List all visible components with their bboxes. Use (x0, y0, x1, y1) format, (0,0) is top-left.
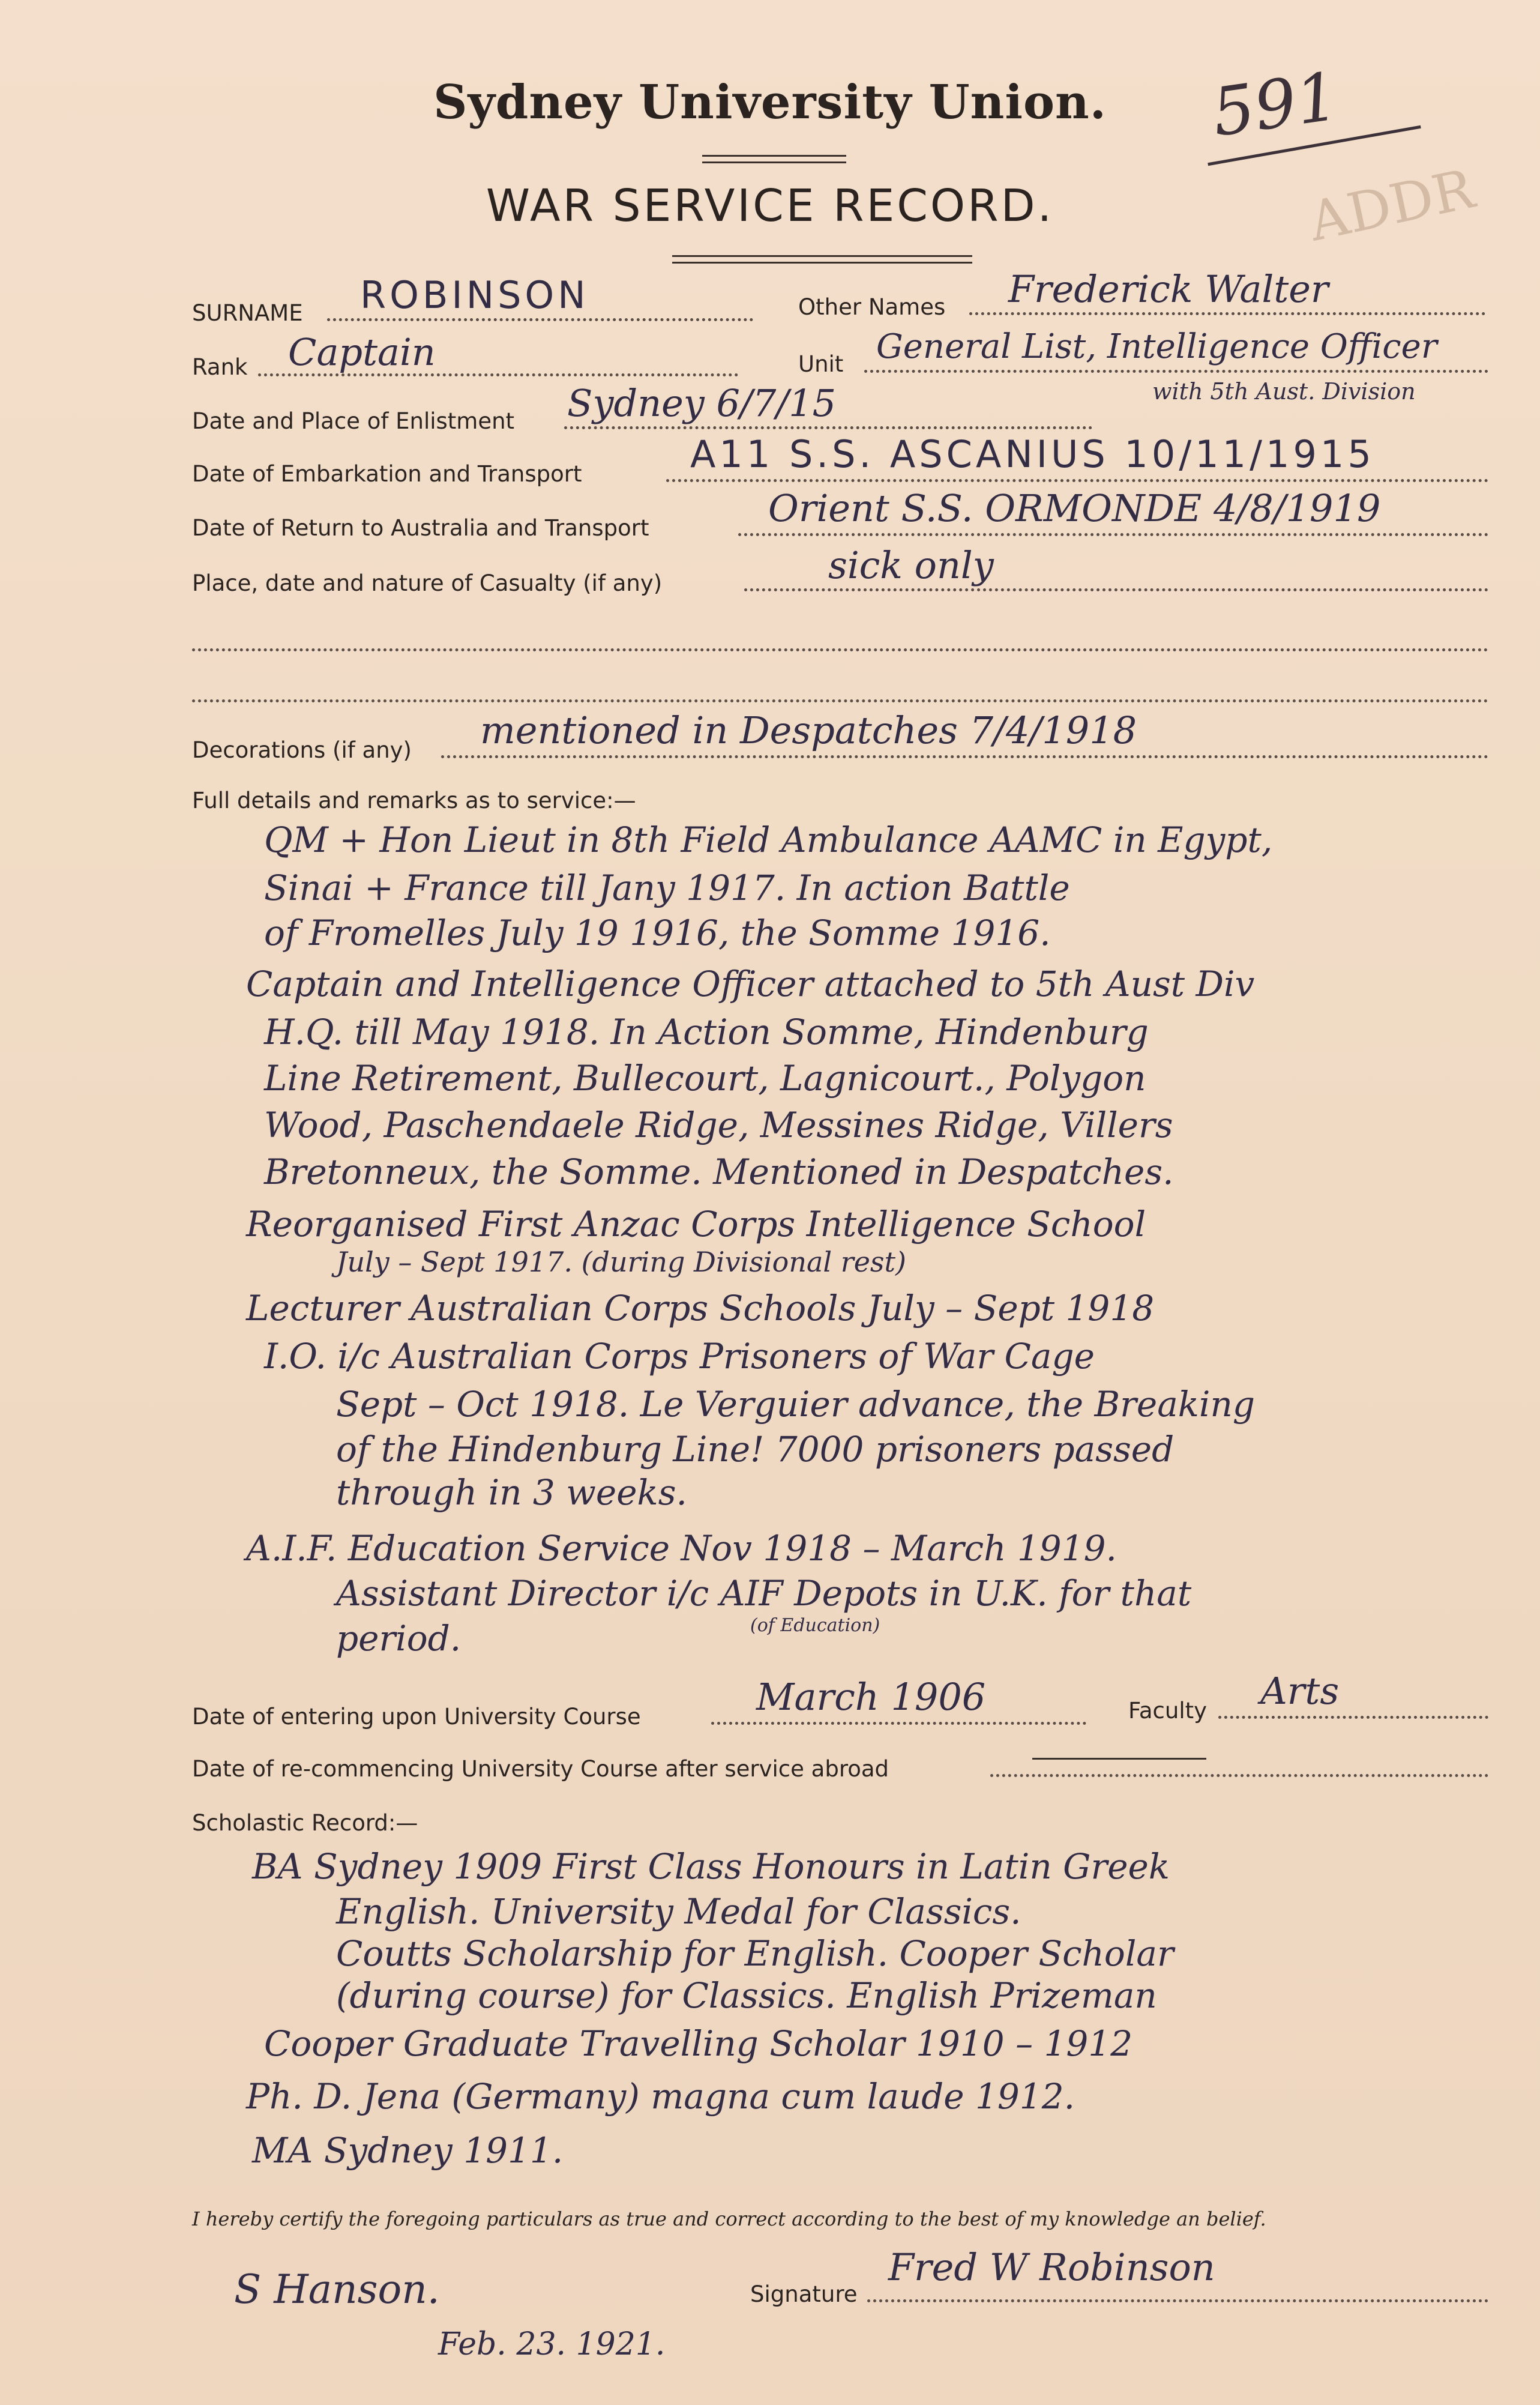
return-line (738, 533, 1488, 536)
casualty-value: sick only (828, 543, 994, 587)
service-line-note: (of Education) (750, 1615, 880, 1636)
faculty-label: Faculty (1128, 1698, 1208, 1724)
enlistment-label: Date and Place of Enlistment (192, 408, 515, 434)
service-line: through in 3 weeks. (336, 1472, 687, 1513)
service-line: A.I.F. Education Service Nov 1918 – March 1919. (246, 1528, 1117, 1569)
entering-label: Date of entering upon University Course (192, 1704, 641, 1730)
serial-number: 591 (1208, 58, 1343, 151)
service-line: of the Hindenburg Line! 7000 prisoners passed (336, 1429, 1175, 1470)
service-line: Reorganised First Anzac Corps Intelligence School (246, 1204, 1146, 1245)
decorations-label: Decorations (if any) (192, 737, 412, 763)
faint-stamp: ADDR (1304, 157, 1479, 254)
decorations-line (441, 755, 1488, 758)
entering-value: March 1906 (756, 1675, 986, 1719)
service-line: Sept – Oct 1918. Le Verguier advance, the Breaking (336, 1384, 1255, 1425)
unit-value-line2: with 5th Aust. Division (1152, 378, 1416, 405)
service-line: Captain and Intelligence Officer attached to 5th Aust Div (246, 964, 1255, 1004)
service-line: Assistant Director i/c AIF Depots in U.K. for that (336, 1573, 1192, 1614)
service-line: Sinai + France till Jany 1917. In action Battle (264, 868, 1070, 908)
rank-label: Rank (192, 354, 248, 380)
signature-line (867, 2299, 1488, 2302)
service-line: Line Retirement, Bullecourt, Lagnicourt., Polygon (264, 1058, 1146, 1099)
signature-label: Signature (750, 2281, 858, 2307)
service-line: Lecturer Australian Corps Schools July – Sept 1918 (246, 1288, 1155, 1329)
entering-line (711, 1722, 1086, 1725)
scholastic-line: Coutts Scholarship for English. Cooper Scholar (336, 1933, 1174, 1974)
rank-value: Captain (288, 330, 436, 374)
unit-label: Unit (798, 351, 844, 377)
other-names-line (969, 312, 1485, 315)
return-label: Date of Return to Australia and Transport (192, 515, 649, 541)
scholastic-label: Scholastic Record:— (192, 1810, 418, 1836)
scholastic-line: Ph. D. Jena (Germany) magna cum laude 1912. (246, 2076, 1075, 2117)
enlistment-line (564, 426, 1092, 429)
embarkation-line (666, 479, 1488, 482)
witness-signature: S Hanson. (234, 2266, 440, 2313)
union-title: Sydney University Union. (433, 75, 1107, 130)
scholastic-line: BA Sydney 1909 First Class Honours in Latin Greek (252, 1846, 1170, 1887)
embarkation-label: Date of Embarkation and Transport (192, 461, 582, 487)
service-line: Wood, Paschendaele Ridge, Messines Ridge, Villers (264, 1105, 1173, 1145)
faculty-line (1218, 1716, 1488, 1719)
scholastic-line: English. University Medal for Classics. (336, 1891, 1021, 1932)
subtitle-rule (672, 255, 972, 264)
service-line: H.Q. till May 1918. In Action Somme, Hindenburg (264, 1012, 1149, 1052)
service-label: Full details and remarks as to service:— (192, 788, 636, 813)
surname-label: SURNAME (192, 300, 303, 326)
service-line: I.O. i/c Australian Corps Prisoners of War Cage (264, 1336, 1095, 1377)
casualty-label: Place, date and nature of Casualty (if any) (192, 570, 663, 596)
certification-text: I hereby certify the foregoing particulars as true and correct according to the best of my knowledge an belief. (192, 2207, 1266, 2230)
title-rule (702, 155, 846, 163)
witness-date: Feb. 23. 1921. (438, 2326, 666, 2362)
unit-value-line1: General List, Intelligence Officer (876, 327, 1437, 366)
scholastic-line: Cooper Graduate Travelling Scholar 1910 – 1912 (264, 2023, 1133, 2064)
scholastic-line: (during course) for Classics. English Prizeman (336, 1975, 1157, 2016)
scholastic-line: MA Sydney 1911. (252, 2130, 564, 2171)
casualty-line (744, 588, 1488, 591)
casualty-line-3 (192, 699, 1488, 702)
recommencing-label: Date of re-commencing University Course after service abroad (192, 1756, 889, 1782)
service-line: QM + Hon Lieut in 8th Field Ambulance AAMC in Egypt, (264, 819, 1273, 860)
casualty-line-2 (192, 648, 1488, 651)
service-line: period. (336, 1618, 462, 1659)
embarkation-value: A11 S.S. ASCANIUS 10/11/1915 (690, 432, 1375, 476)
recommencing-dash (1032, 1758, 1206, 1760)
other-names-label: Other Names (798, 294, 946, 320)
enlistment-value: Sydney 6/7/15 (567, 381, 837, 425)
surname-line (327, 318, 753, 321)
service-line: July – Sept 1917. (during Divisional rest) (336, 1246, 906, 1278)
other-names-value: Frederick Walter (1008, 267, 1329, 311)
surname-value: ROBINSON (360, 273, 589, 317)
signature-value: Fred W Robinson (888, 2245, 1215, 2289)
return-value: Orient S.S. ORMONDE 4/8/1919 (768, 486, 1381, 530)
service-line: Bretonneux, the Somme. Mentioned in Despatches. (264, 1151, 1174, 1192)
unit-line (864, 370, 1488, 373)
recommencing-line (990, 1774, 1488, 1777)
decorations-value: mentioned in Despatches 7/4/1918 (480, 708, 1137, 752)
faculty-value: Arts (1260, 1669, 1340, 1713)
form-title: WAR SERVICE RECORD. (486, 180, 1054, 232)
service-line: of Fromelles July 19 1916, the Somme 1916. (264, 913, 1051, 953)
